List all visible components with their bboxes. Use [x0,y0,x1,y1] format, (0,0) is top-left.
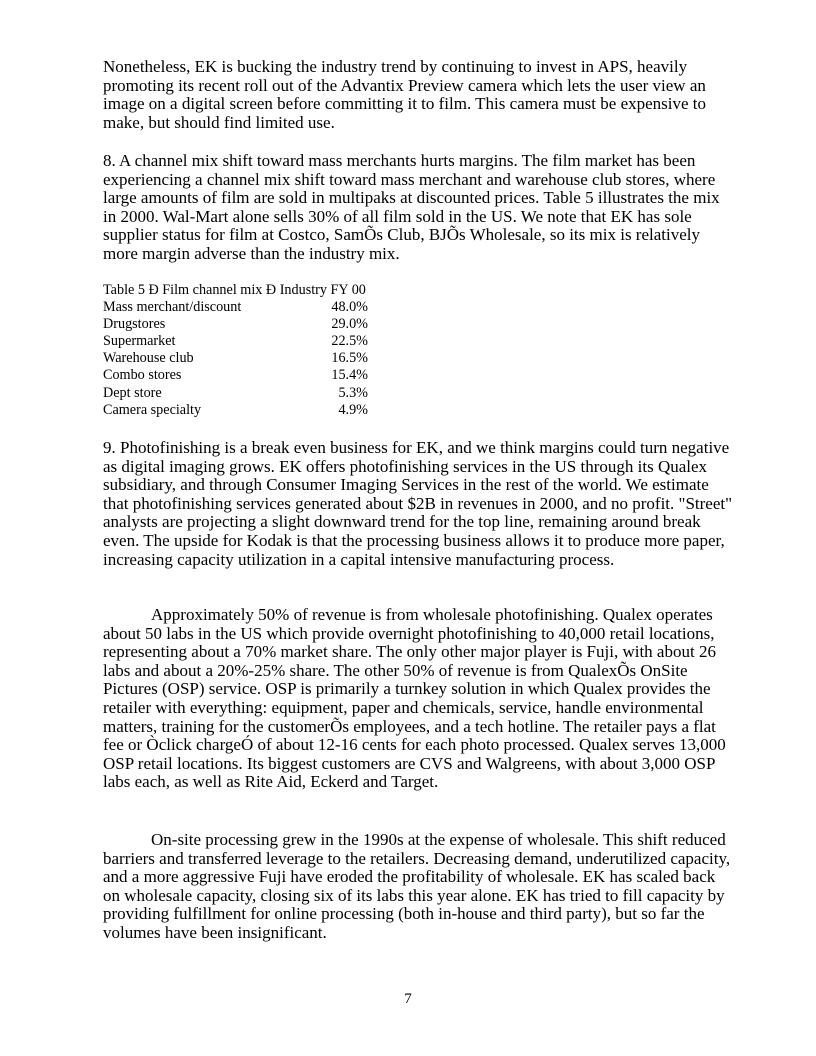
table-row [103,333,423,350]
table-row [103,316,423,333]
row-value: 16.5% [331,350,368,367]
table-caption: Table 5 Ð Film channel mix Ð Industry FY 00 [103,282,366,298]
row-label: Dept store [103,384,162,401]
row-value: 4.9% [338,401,368,418]
row-value: 5.3% [338,384,368,401]
row-value: 48.0% [331,299,368,316]
paragraph-channel-mix: 8. A channel mix shift toward mass merchants hurts margins. The film market has been experiencing a channel mix shift toward mass merchant and warehouse club stores, where large amounts of film are sold in multipaks at discounted prices. Table 5 illustrates the mix in 2000. Wal-Mart alone sells 30% of all film sold in the US. We note that EK has sole supplier status for film at Costco, SamÕs Club, BJÕs Wholesale, so its mix is relatively more margin adverse than the industry mix. [103,151,720,263]
row-label: Supermarket [103,333,176,350]
paragraph-onsite-processing: On-site processing grew in the 1990s at the expense of wholesale. This shift reduced barriers and transferred leverage to the retailers. Decreasing demand, underutilized capacity, and a more aggressive Fuji have eroded the profitability of wholesale. EK has scaled back on wholesale capacity, closing six of its labs this year alone. EK has tried to fill capacity by providing fulfillment for online processing (both in-house and third party), but so far the volumes have been insignificant. [103,830,731,942]
table-row [103,402,423,419]
table-row [103,350,423,367]
row-label: Drugstores [103,316,166,333]
row-label: Camera specialty [103,401,202,418]
row-value: 15.4% [331,367,368,384]
row-label: Mass merchant/discount [103,299,242,316]
channel-mix-table [103,282,423,419]
row-label: Combo stores [103,367,182,384]
paragraph-photofinishing: 9. Photofinishing is a break even business for EK, and we think margins could turn negative as digital imaging grows. EK offers photofinishing services in the US through its Qualex subsidiary, and through Consumer Imaging Services in the rest of the world. We estimate that photofinishing services generated about $2B in revenues in 2000, and no profit. "Street" analysts are projecting a slight downward trend for the top line, remaining around break even. The upside for Kodak is that the processing business allows it to produce more paper, increasing capacity utilization in a capital intensive manufacturing process. [103,438,733,569]
table-row [103,299,423,316]
row-label: Warehouse club [103,350,194,367]
table-row [103,367,423,384]
paragraph-aps-investment: Nonetheless, EK is bucking the industry trend by continuing to invest in APS, heavily promoting its recent roll out of the Advantix Preview camera which lets the user view an image on a digital screen before committing it to film. This camera must be expensive to make, but should find limited use. [103,57,707,132]
row-value: 29.0% [331,316,368,333]
page-number: 7 [404,991,412,1007]
paragraph-wholesale-revenue: Approximately 50% of revenue is from wholesale photofinishing. Qualex operates about 50 labs in the US which provide overnight photofinishing to 40,000 retail locations, representing about a 70% market share. The only other major player is Fuji, with about 26 labs and about a 20%-25% share. The other 50% of revenue is from QualexÕs OnSite Pictures (OSP) service. OSP is primarily a turnkey solution in which Qualex provides the retailer with everything: equipment, paper and chemicals, service, handle environmental matters, training for the customerÕs employees, and a tech hotline. The retailer pays a flat fee or Òclick chargeÓ of about 12-16 cents for each photo processed. Qualex serves 13,000 OSP retail locations. Its biggest customers are CVS and Walgreens, with about 3,000 OSP labs each, as well as Rite Aid, Eckerd and Target. [103,605,726,792]
row-value: 22.5% [331,333,368,350]
table-row [103,385,423,402]
